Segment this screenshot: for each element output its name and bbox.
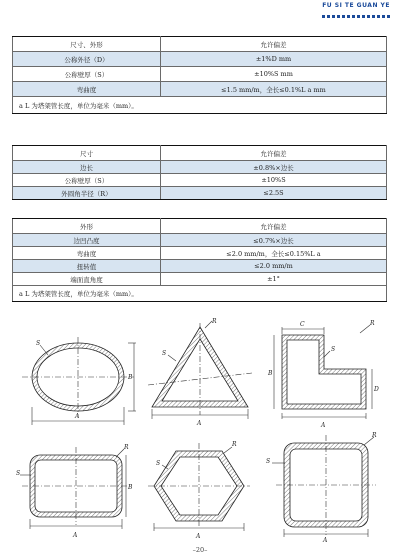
table-header-row <box>13 37 387 52</box>
dimension-label-S: S <box>36 340 41 347</box>
table-header-cell: 尺寸 <box>13 146 161 161</box>
round-tube-tolerance-table <box>12 36 387 114</box>
table-header-cell: 允许偏差 <box>161 146 387 161</box>
dimension-label-D: D <box>374 386 379 393</box>
table-cell: ≤1.5 mm/m，全长≤0.1%L a mm <box>161 82 387 97</box>
table-row <box>13 67 387 82</box>
table-footnote: a L 为塔架管长度，单位为毫米（mm）。 <box>13 286 387 302</box>
dimension-label-S: S <box>331 346 336 353</box>
dimension-label-S: S <box>162 350 167 357</box>
dimension-label-R: R <box>370 320 375 327</box>
table-cell: ±1%D mm <box>161 52 387 67</box>
page-number: –20– <box>192 546 208 554</box>
hexagonal-tube-section <box>148 441 250 540</box>
triangular-tube-section <box>148 318 252 427</box>
dimension-label-S: S <box>266 458 271 465</box>
square-tube-dimension-table <box>12 145 387 200</box>
dimension-label-C: C <box>300 321 305 328</box>
table-cell: ≤2.5S <box>161 187 387 200</box>
table-row <box>13 273 387 286</box>
dimension-label-R: R <box>124 444 129 451</box>
table-header-row <box>13 219 387 234</box>
table-header-row <box>13 146 387 161</box>
table-header-cell: 允许偏差 <box>161 219 387 234</box>
dimension-label-A: A <box>321 422 326 429</box>
table-row <box>13 174 387 187</box>
dimension-label-B: B <box>128 484 133 491</box>
dimension-label-B: B <box>128 374 133 381</box>
table-cell: 边凹凸度 <box>13 234 161 247</box>
brand-name: FU SI TE GUAN YE <box>322 2 390 9</box>
table-header-cell: 允许偏差 <box>161 37 387 52</box>
dimension-label-A: A <box>73 532 78 539</box>
table-row <box>13 82 387 97</box>
table-cell: 弯曲度 <box>13 82 161 97</box>
dimension-label-A: A <box>197 420 202 427</box>
table-cell: ≤2.0 mm/m，全长≤0.15%L a <box>161 247 387 260</box>
square-tube-section <box>266 432 377 543</box>
table-footnote: a L 为塔架管长度，单位为毫米（mm）。 <box>13 97 387 114</box>
table-cell: 外圆角半径（R） <box>13 187 161 200</box>
table-cell: ±10%S <box>161 174 387 187</box>
table-cell: 公称外径（D） <box>13 52 161 67</box>
dimension-label-A: A <box>75 413 80 420</box>
table-row <box>13 187 387 200</box>
table-footnote-row <box>13 97 387 114</box>
brand-dots <box>320 11 390 18</box>
table-cell: ≤0.7%×边长 <box>161 234 387 247</box>
table-cell: ±10%S mm <box>161 67 387 82</box>
rectangular-tube-section <box>16 444 133 539</box>
dimension-label-S: S <box>156 460 161 467</box>
dimension-label-S: S <box>16 470 21 477</box>
table-cell: 边长 <box>13 161 161 174</box>
table-row <box>13 161 387 174</box>
table-cell: 公称壁厚（S） <box>13 174 161 187</box>
table-cell: 端面直角度 <box>13 273 161 286</box>
dimension-label-B: B <box>268 370 273 377</box>
brand-header <box>320 2 390 18</box>
table-cell: ±1° <box>161 273 387 286</box>
dimension-label-R: R <box>212 318 217 325</box>
dimension-label-A: A <box>323 537 328 543</box>
table-row <box>13 260 387 273</box>
table-header-cell: 尺寸、外形 <box>13 37 161 52</box>
table-cell: 弯曲度 <box>13 247 161 260</box>
dimension-label-A: A <box>196 533 201 540</box>
table-row <box>13 52 387 67</box>
cross-section-drawings <box>0 315 400 543</box>
table-cell: 扭转值 <box>13 260 161 273</box>
dimension-label-R: R <box>232 441 237 448</box>
table-row <box>13 247 387 260</box>
elliptical-tube-section <box>22 337 136 425</box>
table-footnote-row <box>13 286 387 302</box>
table-row <box>13 234 387 247</box>
dimension-label-R: R <box>372 432 377 439</box>
table-cell: ≤2.0 mm/m <box>161 260 387 273</box>
l-shaped-tube-section <box>267 320 379 429</box>
table-cell: ±0.8%×边长 <box>161 161 387 174</box>
table-cell: 公称壁厚（S） <box>13 67 161 82</box>
table-header-cell: 外形 <box>13 219 161 234</box>
shape-tolerance-table <box>12 218 387 302</box>
